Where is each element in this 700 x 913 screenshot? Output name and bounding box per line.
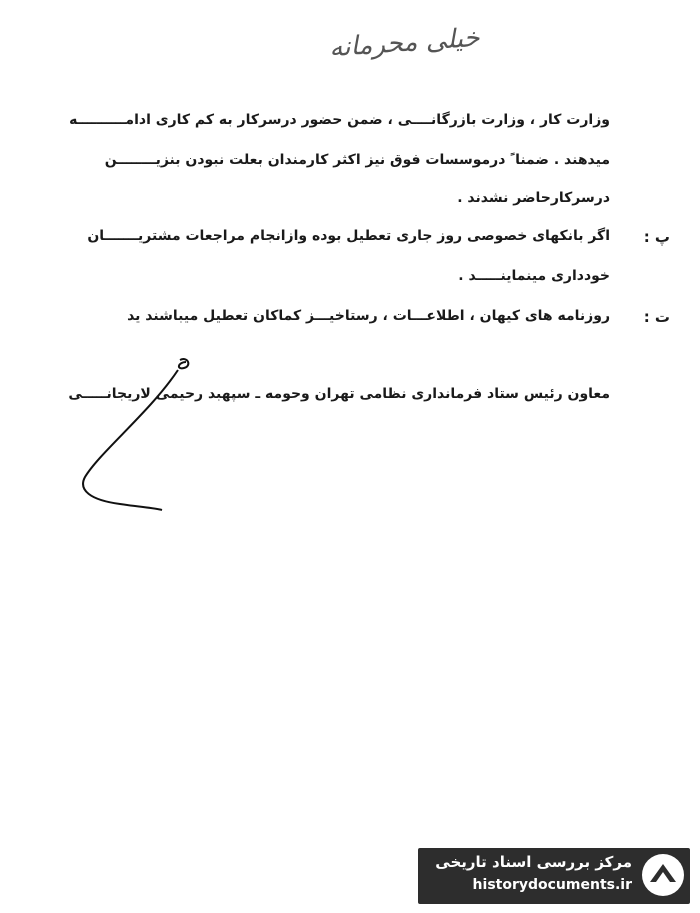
paragraph-line-2: میدهند . ضمنا ً درموسسات فوق نیز اکثر کارمندان بعلت نبودن بنزیــــــــن — [104, 152, 610, 168]
archive-url[interactable]: historydocuments.ir — [472, 877, 632, 893]
section-marker-p: پ : — [643, 228, 670, 246]
paragraph-line-4: اگر بانکهای خصوصی روز جاری تعطیل بوده وازانجام مراجعات مشتریـــــــان — [87, 228, 610, 244]
section-marker-t: ت : — [643, 308, 670, 326]
signatory-line: معاون رئیس ستاد فرمانداری نظامی تهران وحومه ـ سپهبد رحیمی لاریجانـــــی — [68, 386, 610, 402]
paragraph-line-6: روزنامه های کیهان ، اطلاعـــات ، رستاخیـــز کماکان تعطیل میباشند ید — [127, 308, 610, 324]
classification-stamp: خیلی محرمانه — [328, 22, 481, 64]
paragraph-line-5: خودداری مینماینـــــد . — [458, 268, 610, 284]
archive-title: مرکز بررسی اسناد تاریخی — [435, 853, 632, 871]
handwritten-signature — [80, 352, 200, 522]
paragraph-line-3: درسرکارحاضر نشدند . — [457, 190, 610, 206]
archive-logo-icon — [640, 852, 686, 898]
paragraph-line-1: وزارت کار ، وزارت بازرگانــــی ، ضمن حضور درسرکار به کم کاری ادامــــــــــه — [69, 112, 610, 128]
